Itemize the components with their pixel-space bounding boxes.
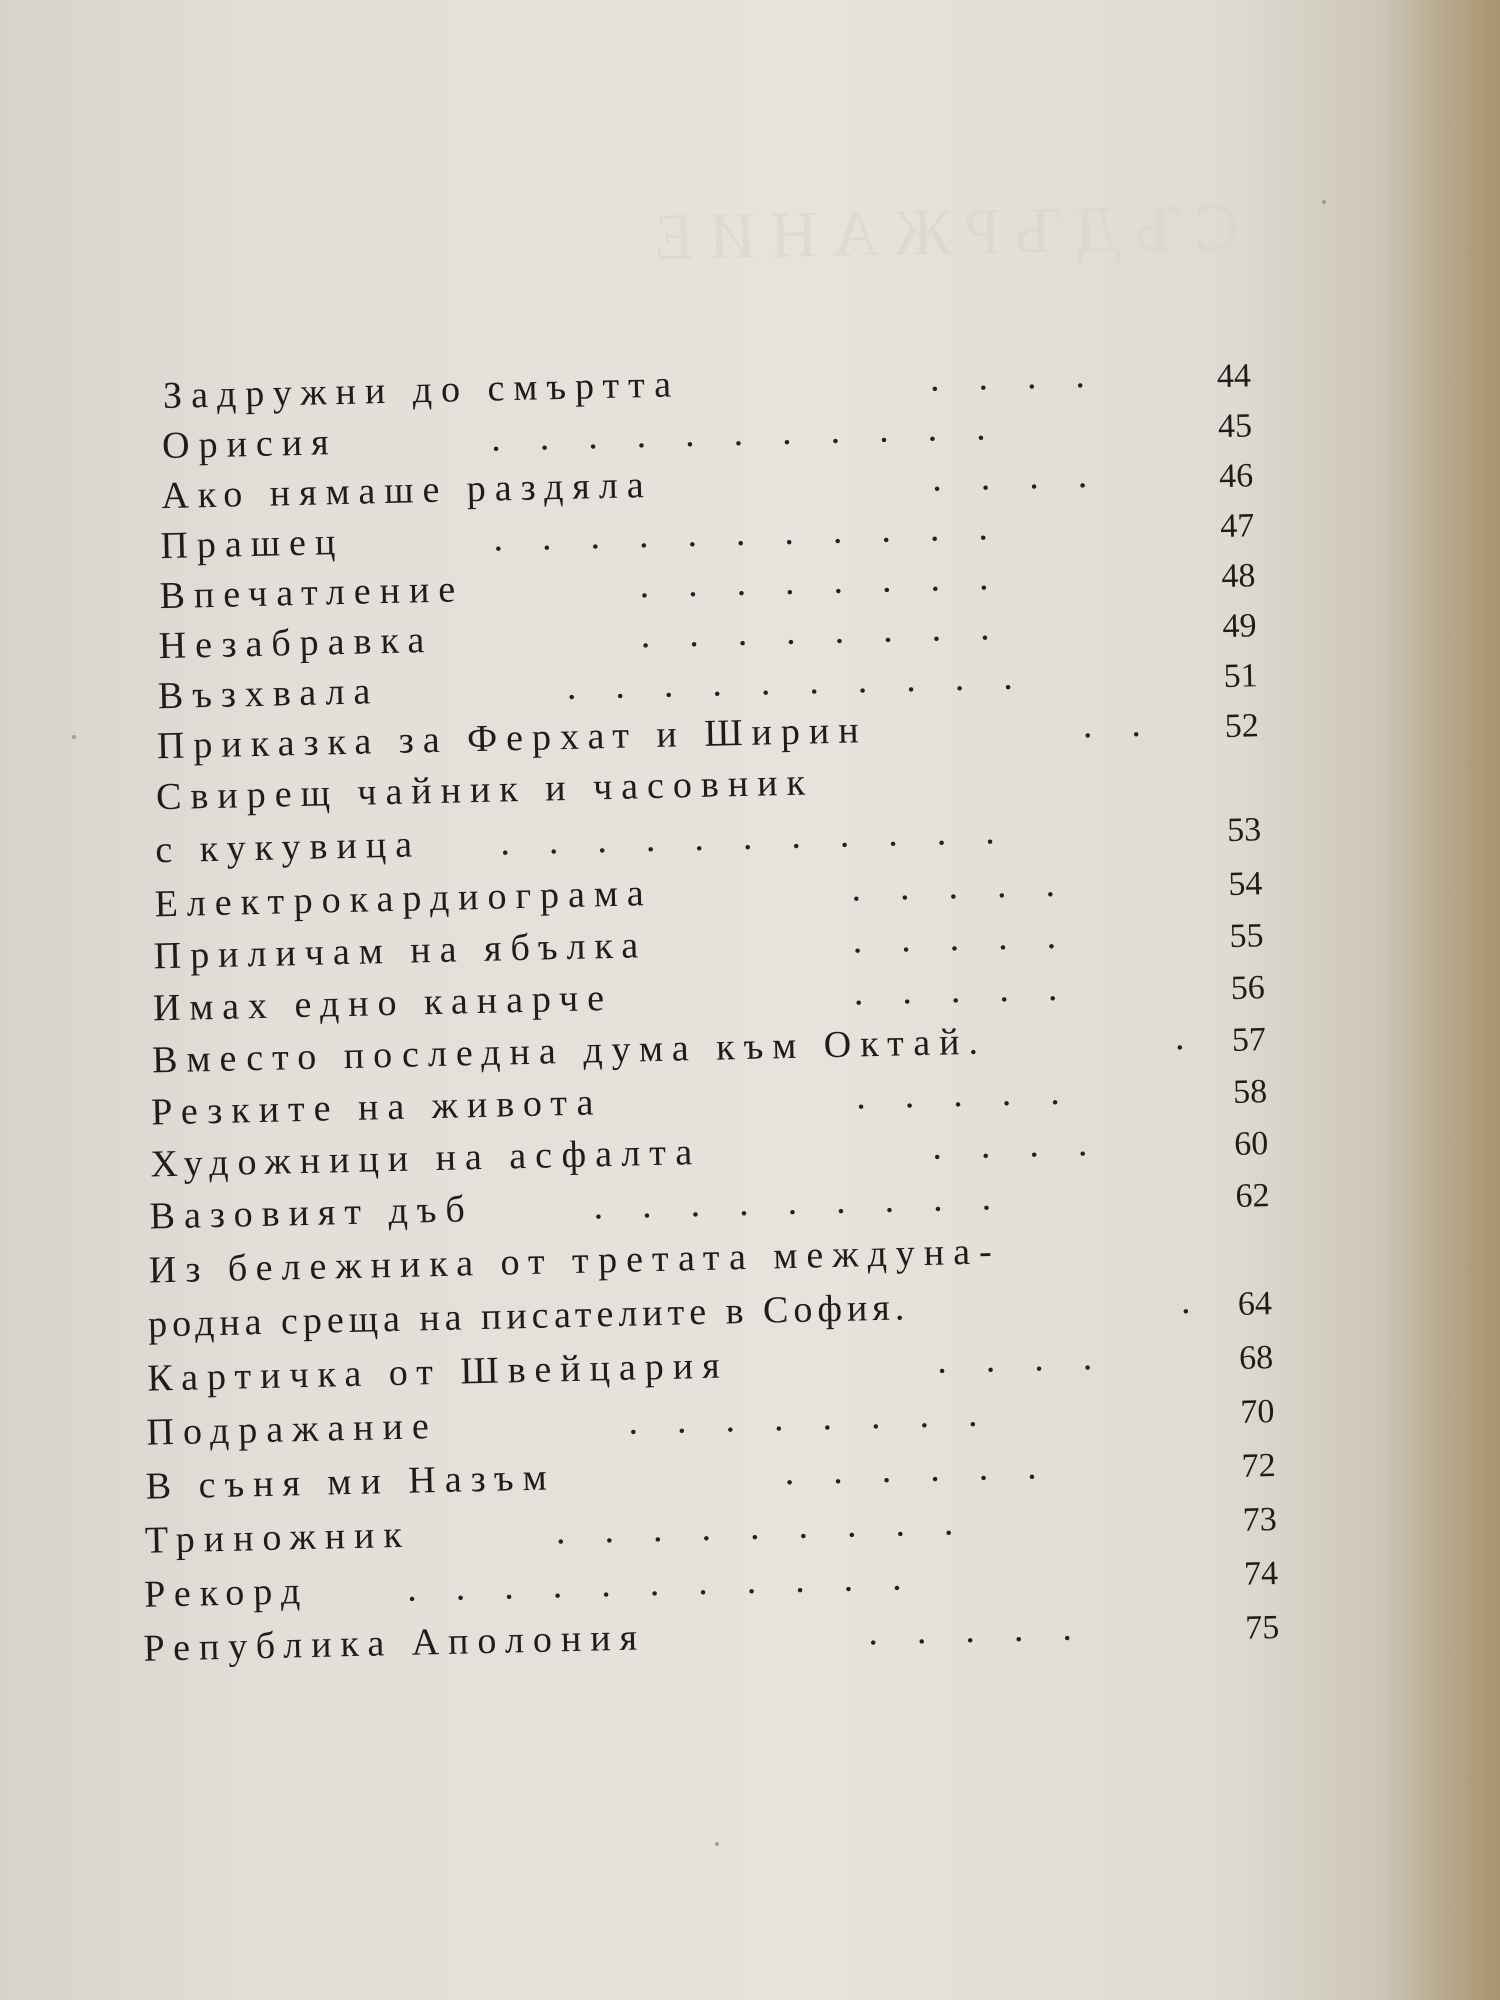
toc-entry-page: 47 bbox=[1219, 507, 1255, 546]
toc-entry-title: Свирещ чайник и часовник bbox=[155, 761, 815, 819]
toc-leader-dots: .. bbox=[1082, 702, 1181, 747]
toc-entry-title: Задружни до смъртта bbox=[162, 363, 681, 418]
toc-entry-title: Из бележника от третата междуна- bbox=[148, 1230, 1002, 1292]
toc-entry-title: с кукувица bbox=[154, 823, 422, 872]
toc-entry-page: 53 bbox=[1226, 811, 1262, 849]
toc-entry-title: Впечатление bbox=[159, 568, 465, 618]
toc-entry-page: 75 bbox=[1244, 1609, 1280, 1647]
toc-leader-dots: .... bbox=[931, 1121, 1127, 1168]
toc-leader-dots: ......... bbox=[555, 1500, 993, 1553]
toc-leader-dots: ......... bbox=[593, 1175, 1031, 1228]
toc-entry-page: 57 bbox=[1231, 1021, 1267, 1059]
toc-entry-page: 45 bbox=[1217, 407, 1253, 446]
paper-speck bbox=[1322, 200, 1326, 204]
toc-entry-page: 49 bbox=[1222, 607, 1257, 646]
toc-entry-page: 46 bbox=[1218, 457, 1254, 496]
toc-entry-title: Подражание bbox=[146, 1405, 439, 1454]
toc-entry-page: 74 bbox=[1243, 1555, 1279, 1593]
toc-leader-dots: . bbox=[1174, 1015, 1224, 1059]
paper-speck bbox=[72, 735, 76, 739]
toc-entry-page: 55 bbox=[1229, 917, 1264, 955]
toc-entry-title: Имах едно канарче bbox=[152, 976, 614, 1030]
toc-leader-dots: .... bbox=[936, 1335, 1132, 1382]
toc-entry-title: Електрокардиограма bbox=[154, 872, 654, 926]
toc-entry-page: 60 bbox=[1233, 1125, 1269, 1163]
toc-entry-page: 51 bbox=[1223, 657, 1259, 696]
toc-entry-title: Ако нямаше раздяла bbox=[160, 463, 654, 518]
toc-leader-dots: ........... bbox=[499, 809, 1035, 864]
toc-entry-title: Резките на живота bbox=[150, 1081, 603, 1134]
toc-entry-title: Триножник bbox=[144, 1513, 412, 1562]
toc-leader-dots: ..... bbox=[867, 1605, 1112, 1654]
toc-entry-page: 58 bbox=[1232, 1073, 1268, 1111]
toc-leader-dots: .... bbox=[931, 453, 1127, 500]
toc-entry-page: 52 bbox=[1224, 707, 1260, 746]
toc-leader-dots: .... bbox=[929, 353, 1125, 400]
toc-leader-dots: ........ bbox=[627, 1391, 1017, 1443]
paper-speck bbox=[715, 1842, 719, 1846]
toc-entry-title: Художници на асфалта bbox=[149, 1131, 702, 1186]
toc-entry-title: Орисия bbox=[161, 421, 339, 468]
toc-entry-title: Рекорд bbox=[143, 1570, 310, 1616]
toc-entry-page: 44 bbox=[1216, 357, 1252, 396]
toc-leader-dots: ..... bbox=[852, 914, 1096, 962]
toc-leader-dots: . bbox=[1180, 1279, 1230, 1323]
toc-leader-dots: .......... bbox=[566, 654, 1053, 708]
toc-entry-title: Картичка от Швейцария bbox=[146, 1344, 730, 1400]
toc-leader-dots: ........... bbox=[406, 1555, 941, 1610]
toc-entry-page: 64 bbox=[1237, 1285, 1273, 1323]
toc-leader-dots: ........ bbox=[640, 605, 1029, 657]
toc-entry-title: В съня ми Назъм bbox=[145, 1456, 557, 1508]
toc-leader-dots: ........ bbox=[638, 555, 1028, 607]
toc-entry-page: 56 bbox=[1230, 969, 1266, 1007]
toc-leader-dots: ..... bbox=[850, 862, 1095, 910]
toc-entry-page: 48 bbox=[1220, 557, 1256, 596]
toc-entry-title: Приличам на ябълка bbox=[153, 924, 648, 978]
show-through-heading: СЪДЪРЖАНИЕ bbox=[639, 190, 1239, 275]
toc-leader-dots: ........... bbox=[492, 505, 1028, 560]
toc-leader-dots: ..... bbox=[853, 966, 1097, 1014]
toc-entry-title: Република Аполония bbox=[142, 1616, 647, 1670]
toc-entry-page: 54 bbox=[1227, 865, 1263, 903]
toc-entry-page: 70 bbox=[1239, 1393, 1275, 1431]
toc-leader-dots: ........... bbox=[490, 405, 1025, 460]
toc-entry-page: 68 bbox=[1238, 1339, 1274, 1377]
toc-leader-dots: ..... bbox=[855, 1069, 1100, 1118]
toc-entry-title: Незабравка bbox=[158, 618, 434, 668]
toc-entry-page: 72 bbox=[1241, 1447, 1276, 1485]
toc-entry-title: Възхвала bbox=[157, 670, 380, 718]
toc-entry-title: Вазовият дъб bbox=[149, 1188, 475, 1238]
toc-entry-title: Вместо последна дума към Октай. bbox=[151, 1020, 988, 1082]
toc-entry-page: 73 bbox=[1242, 1501, 1278, 1539]
toc-entry-title: Прашец bbox=[159, 520, 345, 568]
toc-entry-title: родна среща на писателите в София. bbox=[147, 1286, 910, 1346]
toc-entry-page: 62 bbox=[1235, 1177, 1270, 1215]
toc-leader-dots: ...... bbox=[784, 1444, 1077, 1494]
toc-entry-title: Приказка за Ферхат и Ширин bbox=[156, 709, 868, 768]
